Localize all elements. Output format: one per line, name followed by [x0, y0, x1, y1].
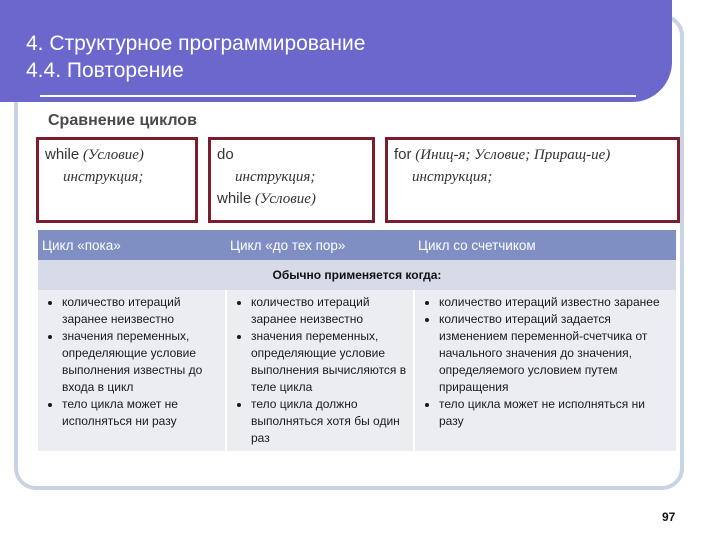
keyword: do: [217, 146, 234, 163]
list-item: • тело цикла может не исполняться ни разу: [62, 396, 221, 430]
keyword: while: [45, 146, 80, 163]
do-while-syntax-box: [208, 137, 375, 223]
syntax-text: инструкция;: [412, 169, 493, 185]
section-title: Сравнение циклов: [48, 112, 197, 129]
table-subheader-row: [38, 260, 676, 290]
table-row: [38, 290, 676, 451]
syntax-text: (Условие): [79, 147, 144, 163]
while-usage-list: [42, 294, 221, 430]
slide-title: [26, 30, 365, 84]
for-syntax-box: [385, 137, 680, 223]
syntax-line: [217, 144, 366, 166]
list-item: • количество итераций известно заранее: [439, 294, 672, 311]
keyword: for: [394, 146, 412, 163]
keyword: while: [217, 190, 252, 207]
header-for: Цикл со счетчиком: [418, 237, 536, 253]
while-syntax-box: [36, 137, 198, 223]
syntax-line: [217, 166, 366, 188]
page-number: 97: [662, 510, 676, 524]
while-usage-cell: [38, 290, 226, 451]
title-line-1: 4. Структурное программирование: [26, 32, 366, 55]
loops-comparison-table: [38, 230, 676, 451]
title-banner: [0, 0, 672, 102]
do-while-usage-list: [231, 294, 409, 447]
list-item: • тело цикла должно выполняться хотя бы один раз: [251, 396, 409, 447]
list-item: • тело цикла может не исполняться ни разу: [439, 396, 672, 430]
syntax-line: [45, 166, 189, 188]
syntax-text: (Иниц-я; Условие; Приращ-ие): [411, 147, 611, 163]
header-do-while: Цикл «до тех пор»: [230, 237, 346, 253]
header-while: Цикл «пока»: [42, 237, 121, 253]
list-item: • количество итераций заранее неизвестно: [62, 294, 221, 328]
syntax-line: [394, 144, 671, 166]
title-line-2: 4.4. Повторение: [26, 59, 184, 82]
list-item: • количество итераций заранее неизвестно: [251, 294, 409, 328]
table-header-row: [38, 230, 676, 260]
syntax-line: [394, 166, 671, 188]
list-item: • значения переменных, определяющие условие выполнения известны до входа в цикл: [62, 328, 221, 396]
title-underline: [40, 95, 636, 97]
for-usage-list: [419, 294, 672, 430]
syntax-text: инструкция;: [63, 169, 144, 185]
for-usage-cell: [414, 290, 676, 451]
usage-subheader: Обычно применяется когда:: [272, 268, 442, 282]
list-item: • количество итераций задается изменением переменной-счетчика от начального значения до значения, определяемого условием путем приращения: [439, 311, 672, 396]
syntax-text: (Условие): [251, 191, 316, 207]
syntax-text: инструкция;: [235, 169, 316, 185]
syntax-line: [45, 144, 189, 166]
list-item: • значения переменных, определяющие условие выполнения вычисляются в теле цикла: [251, 328, 409, 396]
syntax-line: [217, 188, 366, 210]
do-while-usage-cell: [226, 290, 414, 451]
